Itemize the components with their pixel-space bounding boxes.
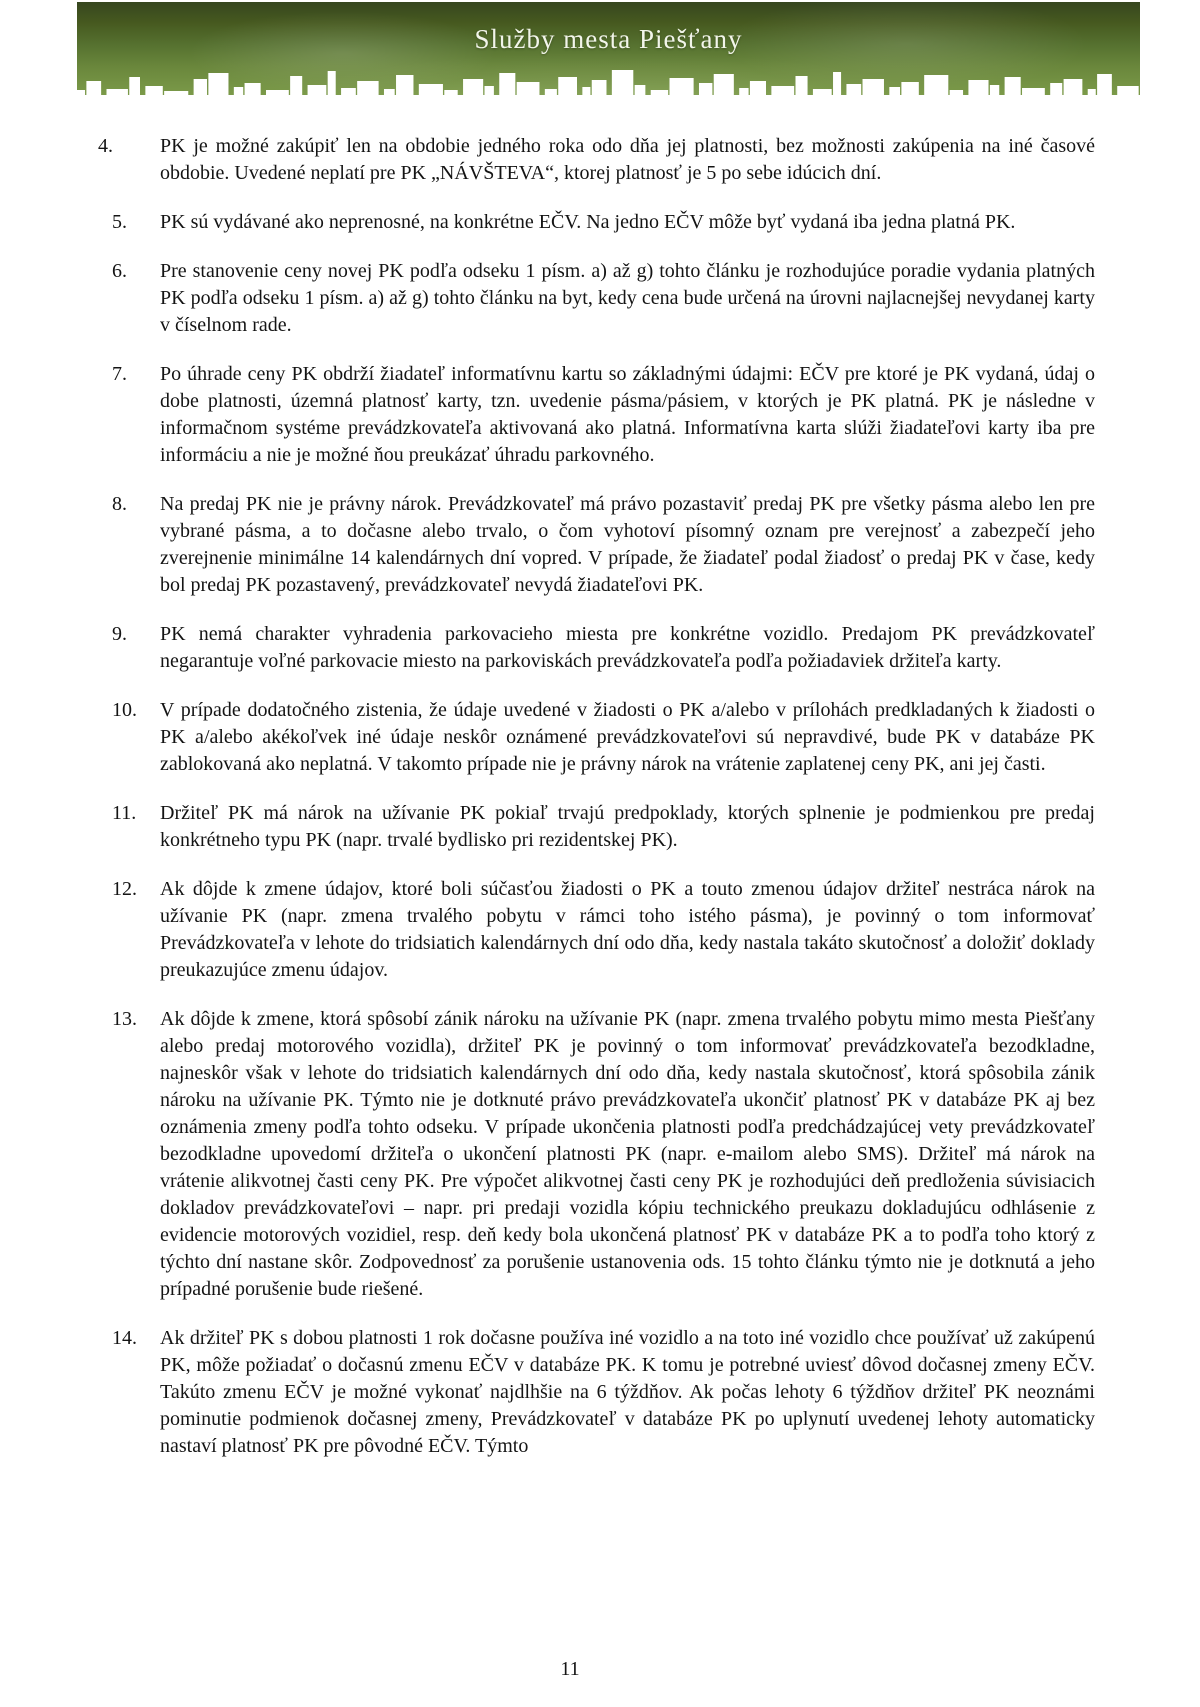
item-number: 10. bbox=[112, 699, 137, 721]
item-number: 14. bbox=[112, 1327, 137, 1349]
list-item bbox=[98, 621, 1095, 675]
item-number: 6. bbox=[112, 260, 127, 282]
item-number: 11. bbox=[112, 802, 137, 824]
item-text: Na predaj PK nie je právny nárok. Prevádzkovateľ má právo pozastaviť predaj PK pre všetky pásma alebo len pre vybrané pásma, a to dočasne alebo trvalo, o čom vyhotoví písomný oznam pre verejnosť a zabezpečí jeho zverejnenie minimálne 14 kalendárnych dní vopred. V prípade, že žiadateľ podal žiadosť o predaj PK v čase, kedy bol predaj PK pozastavený, prevádzkovateľ nevydá žiadateľovi PK. bbox=[160, 493, 1095, 596]
list-item bbox=[98, 361, 1095, 469]
list-item bbox=[98, 697, 1095, 778]
list-item bbox=[98, 491, 1095, 599]
list-item bbox=[98, 258, 1095, 339]
list-item bbox=[98, 1325, 1095, 1460]
list-item bbox=[98, 209, 1095, 236]
item-text: V prípade dodatočného zistenia, že údaje uvedené v žiadosti o PK a/alebo v prílohách predkladaných k žiadosti o PK a/alebo akékoľvek iné údaje neskôr oznámené prevádzkovateľovi sú nepravdivé, bude PK v databáze PK zablokovaná ako neplatná. V takomto prípade nie je právny nárok na vrátenie zaplatenej ceny PK, ani jej časti. bbox=[160, 699, 1095, 775]
item-number: 4. bbox=[98, 135, 113, 157]
skyline-silhouette bbox=[77, 65, 1140, 95]
document-body bbox=[98, 133, 1095, 1482]
item-number: 9. bbox=[112, 623, 127, 645]
item-number: 5. bbox=[112, 211, 127, 233]
list-item bbox=[98, 133, 1095, 187]
list-item bbox=[98, 876, 1095, 984]
item-text: PK sú vydávané ako neprenosné, na konkrétne EČV. Na jedno EČV môže byť vydaná iba jedna platná PK. bbox=[160, 211, 1016, 233]
item-text: Pre stanovenie ceny novej PK podľa odseku 1 písm. a) až g) tohto článku je rozhodujúce poradie vydania platných PK podľa odseku 1 písm. a) až g) tohto článku na byt, kedy cena bude určená na úrovni najlacnejšej nevydanej karty v číselnom rade. bbox=[160, 260, 1095, 336]
item-text: Ak dôjde k zmene údajov, ktoré boli súčasťou žiadosti o PK a touto zmenou údajov držiteľ nestráca nárok na užívanie PK (napr. zmena trvalého pobytu v rámci toho istého pásma), je povinný o tom informovať Prevádzkovateľa v lehote do tridsiatich kalendárnych dní odo dňa, kedy nastala takáto skutočnosť a doložiť doklady preukazujúce zmenu údajov. bbox=[160, 878, 1095, 981]
page-number: 11 bbox=[560, 1658, 580, 1680]
item-number: 12. bbox=[112, 878, 137, 900]
item-number: 13. bbox=[112, 1008, 137, 1030]
item-text: Ak dôjde k zmene, ktorá spôsobí zánik nároku na užívanie PK (napr. zmena trvalého pobytu mimo mesta Piešťany alebo predaj motorového vozidla), držiteľ PK je povinný o tom informovať prevádzkovateľa bezodkladne, najneskôr však v lehote do tridsiatich kalendárnych dní odo dňa, kedy nastala skutočnosť, ktorá spôsobila zánik nároku na užívanie PK. Týmto nie je dotknuté právo prevádzkovateľa ukončiť platnosť PK v databáze PK aj bez oznámenia zmeny podľa tohto odseku. V prípade ukončenia platnosti podľa predchádzajúcej vety prevádzkovateľ bezodkladne upovedomí držiteľa o ukončení platnosti PK (napr. e-mailom alebo SMS). Držiteľ má nárok na vrátenie alikvotnej časti ceny PK. Pre výpočet alikvotnej časti ceny PK je rozhodujúci deň predloženia súvisiacich dokladov prevádzkovateľovi – napr. pri predaji vozidla kópiu technického preukazu dokladujúcu odhlásenie z evidencie motorových vozidiel, resp. deň kedy bola ukončená platnosť PK v databáze PK a to podľa toho ktorý z týchto dní nastane skôr. Zodpovednosť za porušenie ustanovenia ods. 15 tohto článku týmto nie je dotknutá a jeho prípadné porušenie bude riešené. bbox=[160, 1008, 1095, 1300]
item-text: PK je možné zakúpiť len na obdobie jedného roka odo dňa jej platnosti, bez možnosti zakúpenia na iné časové obdobie. Uvedené neplatí pre PK „NÁVŠTEVA“, ktorej platnosť je 5 po sebe idúcich dní. bbox=[160, 135, 1095, 184]
item-text: Držiteľ PK má nárok na užívanie PK pokiaľ trvajú predpoklady, ktorých splnenie je podmienkou pre predaj konkrétneho typu PK (napr. trvalé bydlisko pri rezidentskej PK). bbox=[160, 802, 1095, 851]
item-number: 8. bbox=[112, 493, 127, 515]
paragraph-list bbox=[98, 133, 1095, 1460]
header-title: Služby mesta Piešťany bbox=[474, 24, 743, 54]
item-text: PK nemá charakter vyhradenia parkovacieho miesta pre konkrétne vozidlo. Predajom PK prevádzkovateľ negarantuje voľné parkovacie miesto na parkoviskách prevádzkovateľa podľa požiadaviek držiteľa karty. bbox=[160, 623, 1095, 672]
header-banner bbox=[77, 2, 1140, 95]
item-number: 7. bbox=[112, 363, 127, 385]
list-item bbox=[98, 1006, 1095, 1303]
item-text: Po úhrade ceny PK obdrží žiadateľ informatívnu kartu so základnými údajmi: EČV pre ktoré je PK vydaná, údaj o dobe platnosti, územná platnosť karty, tzn. uvedenie pásma/pásiem, v ktorých je PK platná. PK je následne v informačnom systéme prevádzkovateľa aktivovaná ako platná. Informatívna karta slúži žiadateľovi karty iba pre informáciu a nie je možné ňou preukázať úhradu parkovného. bbox=[160, 363, 1095, 466]
list-item bbox=[98, 800, 1095, 854]
item-text: Ak držiteľ PK s dobou platnosti 1 rok dočasne používa iné vozidlo a na toto iné vozidlo chce používať už zakúpenú PK, môže požiadať o dočasnú zmenu EČV v databáze PK. K tomu je potrebné uviesť dôvod dočasnej zmeny EČV. Takúto zmenu EČV je možné vykonať najdlhšie na 6 týždňov. Ak počas lehoty 6 týždňov držiteľ PK neoznámi pominutie podmienok dočasnej zmeny, Prevádzkovateľ v databáze PK po uplynutí uvedenej lehoty automaticky nastaví platnosť PK pre pôvodné EČV. Týmto bbox=[160, 1327, 1095, 1457]
